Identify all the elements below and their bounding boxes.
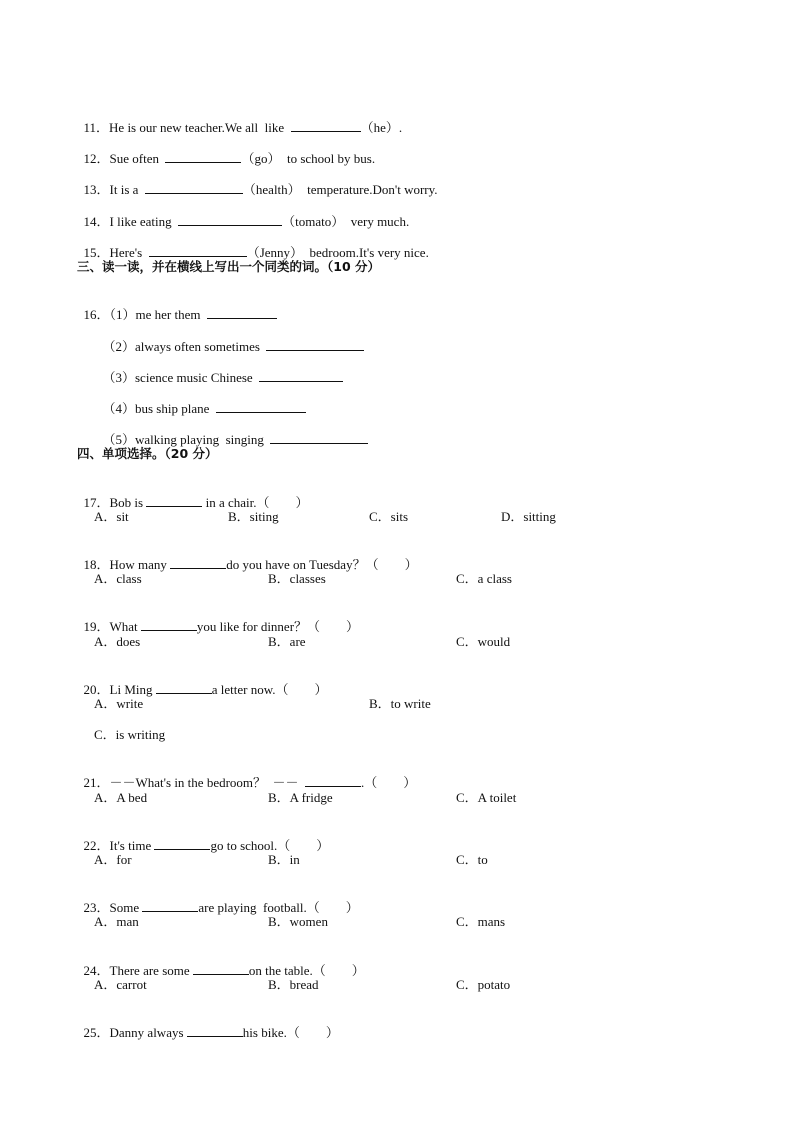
question-number: 17．	[83, 495, 110, 510]
question-number: 18．	[83, 557, 110, 572]
question-text: Some	[109, 900, 143, 915]
question-23	[77, 883, 359, 916]
question-text: Danny always	[109, 1025, 187, 1040]
question-number: 25．	[83, 1025, 110, 1040]
question-text: a letter now.（ ）	[211, 682, 328, 697]
answer-blank[interactable]	[305, 774, 361, 787]
answer-blank[interactable]	[170, 556, 226, 569]
question-text: He is our new teacher.We all like	[109, 120, 291, 135]
option-c[interactable]: C．A toilet	[456, 790, 517, 805]
question-number: 23．	[83, 900, 110, 915]
item-text: （3）science music Chinese	[102, 370, 260, 385]
question-text: his bike.（ ）	[242, 1025, 339, 1040]
option-c[interactable]: C．potato	[456, 977, 511, 992]
question-13	[77, 165, 438, 198]
question-text: （go） to school by bus.	[241, 151, 376, 166]
question-21	[77, 758, 416, 791]
option-a[interactable]: A．carrot	[94, 977, 147, 992]
section-heading-4: 四、单项选择。（20 分）	[77, 446, 218, 461]
question-25	[77, 1008, 339, 1041]
question-number: 14．	[83, 214, 110, 229]
option-d[interactable]: D．sitting	[501, 509, 556, 524]
question-16-item-1	[77, 290, 277, 323]
answer-blank[interactable]	[259, 369, 343, 382]
question-22	[77, 821, 329, 854]
option-a[interactable]: A．does	[94, 634, 141, 649]
item-text: （4）bus ship plane	[102, 401, 216, 416]
question-18	[77, 540, 418, 573]
question-text: Here's	[109, 245, 149, 260]
answer-blank[interactable]	[216, 400, 306, 413]
question-text: you like for dinner？（ ）	[196, 619, 360, 634]
item-text: （5）walking playing singing	[102, 432, 271, 447]
question-16-item-2	[96, 322, 364, 355]
option-b[interactable]: B．to write	[369, 696, 431, 711]
option-b[interactable]: B．bread	[268, 977, 319, 992]
question-text: on the table.（ ）	[248, 963, 365, 978]
question-20	[77, 665, 328, 698]
option-c[interactable]: C．would	[456, 634, 511, 649]
section-heading-3: 三、读一读，并在横线上写出一个同类的词。（10 分）	[77, 259, 380, 274]
option-c[interactable]: C．mans	[456, 914, 506, 929]
option-c[interactable]: C．is writing	[94, 727, 166, 742]
option-b[interactable]: B．women	[268, 914, 328, 929]
question-number: 11．	[83, 120, 110, 135]
answer-blank[interactable]	[146, 494, 202, 507]
question-16-item-4	[96, 384, 306, 417]
question-14	[77, 197, 409, 230]
question-text: It's time	[109, 838, 155, 853]
question-text: There are some	[109, 963, 193, 978]
question-15	[77, 228, 429, 261]
question-number: 12．	[83, 151, 110, 166]
question-number: 13．	[83, 182, 110, 197]
answer-blank[interactable]	[154, 837, 210, 850]
answer-blank[interactable]	[291, 119, 361, 132]
question-text: in a chair.（ ）	[202, 495, 309, 510]
option-c[interactable]: C．to	[456, 852, 488, 867]
option-a[interactable]: A．A bed	[94, 790, 148, 805]
answer-blank[interactable]	[165, 150, 241, 163]
question-text: I like eating	[109, 214, 179, 229]
question-number: 16．	[83, 307, 110, 322]
option-b[interactable]: B．in	[268, 852, 300, 867]
question-number: 21．	[83, 775, 110, 790]
question-text: （health） temperature.Don't worry.	[242, 182, 438, 197]
answer-blank[interactable]	[142, 899, 198, 912]
question-11	[77, 103, 402, 136]
question-text: （tomato） very much.	[282, 214, 410, 229]
option-b[interactable]: B．classes	[268, 571, 326, 586]
option-c[interactable]: C．sits	[369, 509, 409, 524]
question-text: go to school.（ ）	[210, 838, 330, 853]
question-text: do you have on Tuesday？（ ）	[226, 557, 418, 572]
question-16-item-5	[96, 415, 368, 448]
answer-blank[interactable]	[187, 1024, 243, 1037]
question-text: are playing football.（ ）	[198, 900, 359, 915]
question-text: （Jenny） bedroom.It's very nice.	[246, 245, 429, 260]
item-text: （1）me her them	[109, 307, 207, 322]
answer-blank[interactable]	[207, 306, 277, 319]
answer-blank[interactable]	[141, 618, 197, 631]
question-text: What	[109, 619, 141, 634]
answer-blank[interactable]	[149, 244, 247, 257]
question-12	[77, 134, 375, 167]
option-a[interactable]: A．for	[94, 852, 132, 867]
answer-blank[interactable]	[145, 181, 243, 194]
option-a[interactable]: A．man	[94, 914, 139, 929]
question-text: How many	[109, 557, 171, 572]
question-number: 20．	[83, 682, 110, 697]
question-number: 15．	[83, 245, 110, 260]
option-a[interactable]: A．sit	[94, 509, 129, 524]
question-number: 19．	[83, 619, 110, 634]
answer-blank[interactable]	[156, 681, 212, 694]
question-24	[77, 946, 365, 979]
question-16-item-3	[96, 353, 343, 386]
question-text: －－What's in the bedroom？ －－	[109, 775, 306, 790]
question-number: 22．	[83, 838, 110, 853]
question-text: （he）.	[360, 120, 403, 135]
question-text: .（ ）	[361, 775, 417, 790]
answer-blank[interactable]	[193, 962, 249, 975]
option-c[interactable]: C．a class	[456, 571, 512, 586]
option-a[interactable]: A．write	[94, 696, 144, 711]
question-text: It is a	[109, 182, 145, 197]
question-number: 24．	[83, 963, 110, 978]
question-19	[77, 602, 359, 635]
option-b[interactable]: B．A fridge	[268, 790, 333, 805]
question-text: Sue often	[109, 151, 166, 166]
item-text: （2）always often sometimes	[102, 339, 267, 354]
answer-blank[interactable]	[178, 213, 282, 226]
answer-blank[interactable]	[266, 338, 364, 351]
answer-blank[interactable]	[270, 431, 368, 444]
question-text: Li Ming	[109, 682, 156, 697]
option-b[interactable]: B．are	[268, 634, 306, 649]
question-17	[77, 478, 309, 511]
option-b[interactable]: B．siting	[228, 509, 279, 524]
option-a[interactable]: A．class	[94, 571, 142, 586]
question-text: Bob is	[109, 495, 147, 510]
